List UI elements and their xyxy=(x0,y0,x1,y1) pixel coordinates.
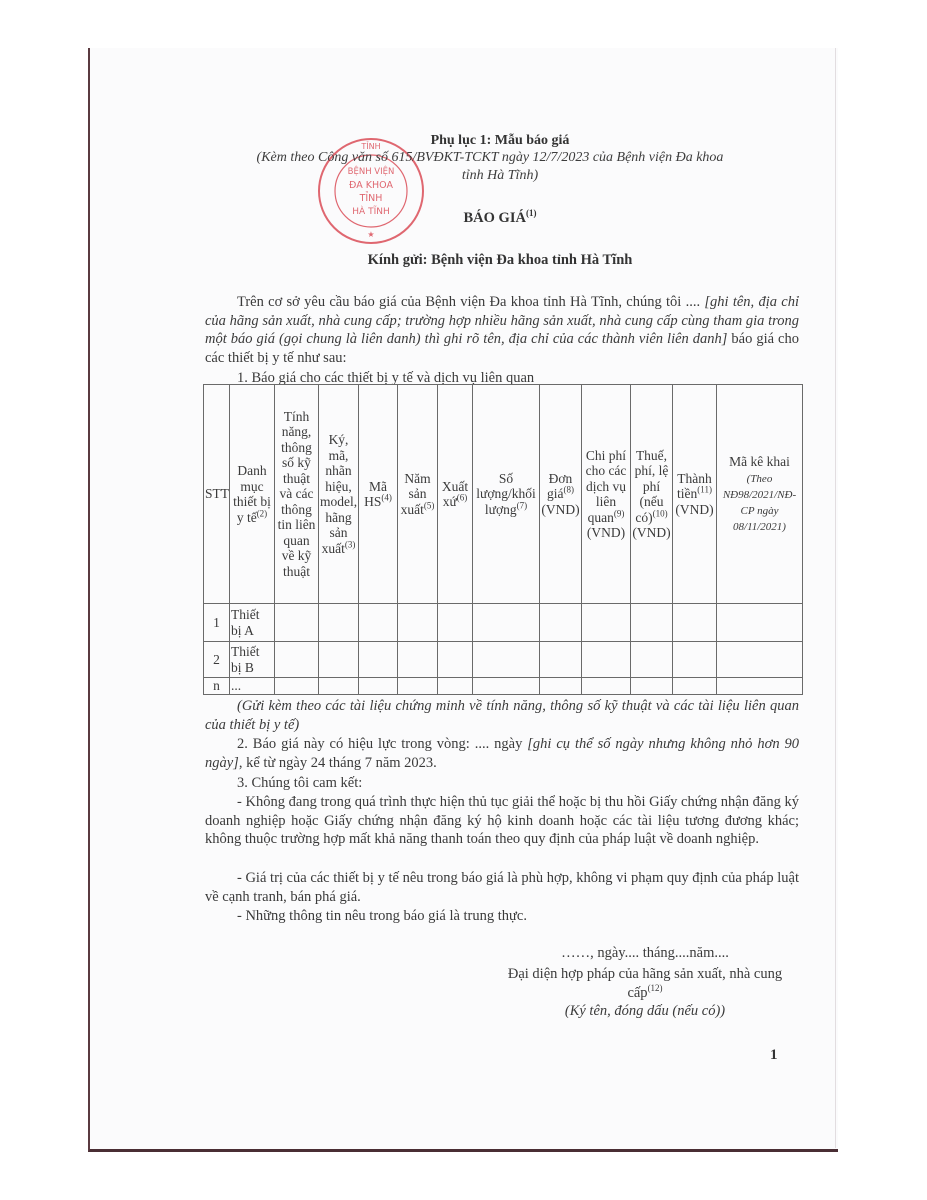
stamp-star-icon: ★ xyxy=(367,230,375,239)
signature-note: (Ký tên, đóng dấu (nếu có)) xyxy=(564,1003,726,1019)
table-row xyxy=(204,604,803,642)
cell-device-name: ... xyxy=(230,678,275,695)
header-origin: Xuất xứ$^{(6)}$ xyxy=(438,385,473,604)
validity-text: 2. Báo giá này có hiệu lực trong vòng: .... ngày xyxy=(237,736,528,752)
table-row xyxy=(204,678,803,695)
stamp-line: BỆNH VIỆN xyxy=(347,167,395,177)
validity-paragraph xyxy=(205,735,799,772)
page-edge xyxy=(835,48,836,1148)
stamp-line: ĐA KHOA xyxy=(349,180,393,191)
commitment-item: - Những thông tin nêu trong báo giá là trung thực. xyxy=(237,908,527,924)
quotation-table xyxy=(203,384,803,695)
reference-line: tỉnh Hà Tĩnh) xyxy=(461,168,539,183)
cell-device-name: Thiết bị A xyxy=(230,604,275,642)
intro-italic-note: [ghi tên, địa chỉ của hãng sản xuất, nhà cung cấp; trường hợp nhiều hãng sản xuất, nhà cung cấp cùng tham gia trong một báo giá (gọi chung là liên danh) thì ghi rõ tên, địa chỉ của các thành viên liên danh] xyxy=(205,294,800,347)
header-model: Ký, mã, nhãn hiệu, model, hãng sản xuất$^{(3)}$ xyxy=(319,385,359,604)
document-title xyxy=(400,210,600,227)
intro-text: Trên cơ sở yêu cầu báo giá của Bệnh viện Đa khoa tỉnh Hà Tĩnh, chúng tôi .... xyxy=(237,294,701,310)
cell-stt: 1 xyxy=(204,604,230,642)
validity-italic-note: [ghi cụ thể số ngày nhưng không nhỏ hơn 90 ngày] xyxy=(205,736,799,771)
header-stt: STT xyxy=(204,385,230,604)
reference-line: (Kèm theo Công văn số 615/BVĐKT-TCKT ngày 12/7/2023 của Bệnh viện Đa khoa xyxy=(256,150,724,165)
commitment-item: - Không đang trong quá trình thực hiện thủ tục giải thể hoặc bị thu hồi Giấy chứng nhận đăng ký doanh nghiệp hoặc Giấy chứng nhận đăng ký hộ kinh doanh hoặc các tài liệu tương đương khác; không thuộc trường hợp mất khả năng thanh toán theo quy định của pháp luật về doanh nghiệp. xyxy=(205,794,799,847)
header-declaration-code: Mã kê khai (Theo NĐ98/2021/NĐ-CP ngày 08/11/2021) xyxy=(717,385,803,604)
representative-footnote: (12) xyxy=(647,982,663,993)
intro-paragraph xyxy=(205,293,799,367)
header-device-list: Danh mục thiết bị y tế$^{(2)}$ xyxy=(230,385,275,604)
header-quantity: Số lượng/khối lượng$^{(7)}$ xyxy=(473,385,540,604)
signature-date-line: ……, ngày.... tháng....năm.... xyxy=(561,945,729,961)
title-footnote: (1) xyxy=(525,208,537,219)
cell-stt: 2 xyxy=(204,642,230,678)
page-number: 1 xyxy=(770,1047,778,1063)
stamp-line: TỈNH xyxy=(359,193,383,204)
attachment-note: (Gửi kèm theo các tài liệu chứng minh về tính năng, thông số kỹ thuật và các tài liệu liên quan của thiết bị y tế) xyxy=(205,698,799,733)
header-tax: Thuế, phí, lệ phí (nếu có)$^{(10)}$ (VND) xyxy=(631,385,673,604)
appendix-title: Phụ lục 1: Mẫu báo giá xyxy=(430,133,570,148)
stamp-line: HÀ TĨNH xyxy=(352,207,390,217)
recipient-line: Kính gửi: Bệnh viện Đa khoa tỉnh Hà Tĩnh xyxy=(367,252,633,268)
table-header-row xyxy=(204,385,803,604)
intro-end: báo giá cho các thiết bị y tế như sau: xyxy=(205,331,799,366)
header-service-cost: Chi phí cho các dịch vụ liên quan$^{(9)}$ (VND) xyxy=(582,385,631,604)
cell-device-name: Thiết bị B xyxy=(230,642,275,678)
header-total: Thành tiền$^{(11)}$ (VND) xyxy=(673,385,717,604)
signature-representative: Đại diện hợp pháp của hãng sản xuất, nhà cung cấp$^{(12)}$ xyxy=(507,966,783,1001)
header-year: Năm sản xuất$^{(5)}$ xyxy=(398,385,438,604)
header-features: Tính năng, thông số kỹ thuật và các thông tin liên quan về kỹ thuật xyxy=(275,385,319,604)
commitment-title: 3. Chúng tôi cam kết: xyxy=(237,775,363,791)
header-hs-code: Mã HS$^{(4)}$ xyxy=(359,385,398,604)
validity-end: , kể từ ngày 24 tháng 7 năm 2023. xyxy=(238,754,437,771)
title-text: BÁO GIÁ xyxy=(463,210,526,226)
commitment-item: - Giá trị của các thiết bị y tế nêu trong báo giá là phù hợp, không vi phạm quy định của pháp luật về cạnh tranh, bán phá giá. xyxy=(205,870,799,905)
table-row xyxy=(204,642,803,678)
stamp-top-arc: TỈNH xyxy=(361,142,381,151)
cell-stt: n xyxy=(204,678,230,695)
section-1-title: 1. Báo giá cho các thiết bị y tế và dịch vụ liên quan xyxy=(237,370,535,386)
header-unit-price: Đơn giá$^{(8)}$ (VND) xyxy=(540,385,582,604)
